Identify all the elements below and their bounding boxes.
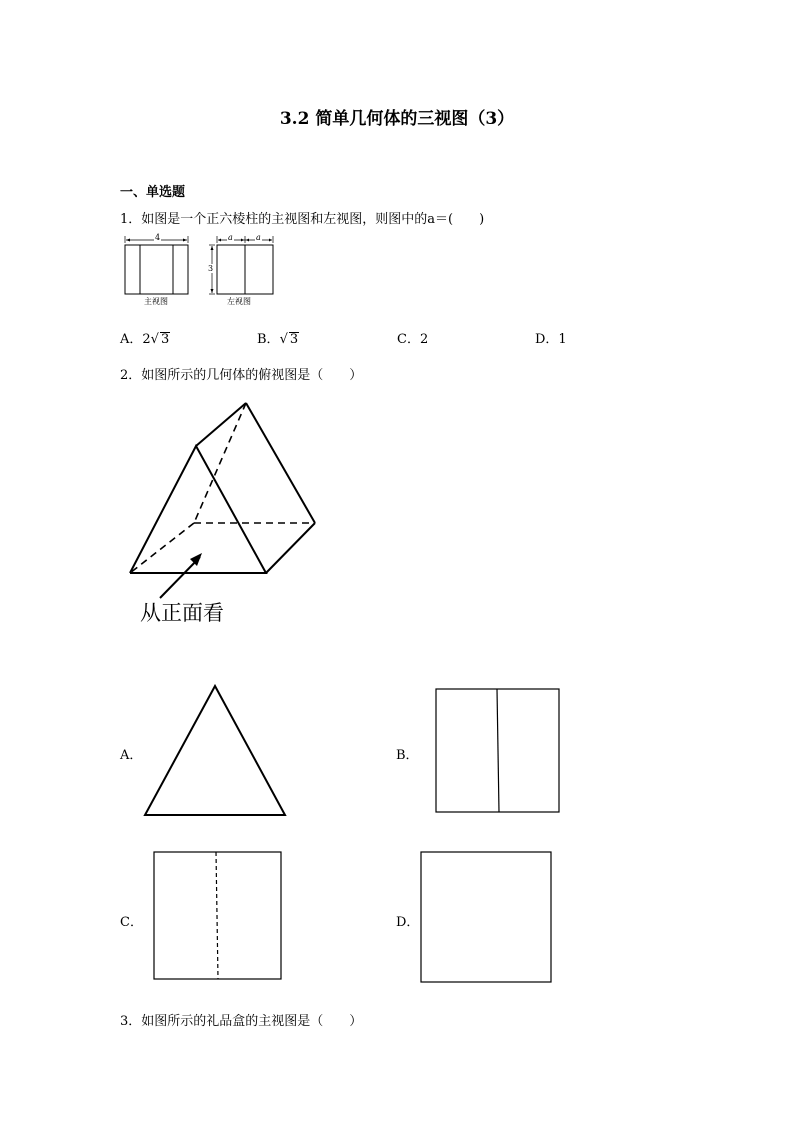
q1-option-d[interactable]: D．1 [535, 332, 567, 347]
view-direction-label: 从正面看 [140, 601, 224, 625]
q2-option-c-label[interactable]: C． [120, 915, 143, 930]
option-a-coef: 2 [142, 332, 151, 347]
sqrt-symbol: √ [150, 332, 159, 347]
q2-option-d-square[interactable] [420, 851, 553, 984]
option-b-radicand: 3 [289, 332, 299, 347]
question-1-stem: 1．如图是一个正六棱柱的主视图和左视图，则图中的a＝( ) [120, 212, 485, 227]
q1-figure [120, 232, 290, 312]
question-3-stem: 3．如图所示的礼品盒的主视图是（ ） [120, 1014, 363, 1029]
q2-option-a-triangle[interactable] [143, 684, 288, 819]
q2-option-b-rectangle-solid-line[interactable] [435, 688, 561, 814]
q1-option-c[interactable]: C．2 [397, 332, 429, 347]
front-view-caption: 主视图 [144, 297, 168, 306]
dim-width-label: 4 [155, 233, 161, 242]
dim-height-label: 3 [208, 264, 214, 273]
q2-option-b-label[interactable]: B． [396, 748, 419, 763]
option-b-label: B． [257, 332, 280, 347]
left-view-caption: 左视图 [227, 297, 251, 306]
section-heading: 一、单选题 [120, 185, 186, 200]
page-title: 3.2 简单几何体的三视图（3） [279, 109, 515, 129]
dim-a-label-1: a [228, 233, 233, 242]
option-a-radicand: 3 [160, 332, 170, 347]
dim-a-label-2: a [256, 233, 261, 242]
sqrt-symbol: √ [279, 332, 288, 347]
q2-option-d-label[interactable]: D． [396, 915, 420, 930]
q1-option-b[interactable] [257, 328, 299, 347]
option-a-label: A． [120, 332, 143, 347]
q2-solid-figure [120, 395, 340, 635]
question-2-stem: 2．如图所示的几何体的俯视图是（ ） [120, 368, 363, 383]
q2-option-a-label[interactable]: A． [120, 748, 143, 763]
q2-option-c-rectangle-dashed-line[interactable] [153, 851, 283, 981]
q1-option-a[interactable] [120, 328, 170, 347]
